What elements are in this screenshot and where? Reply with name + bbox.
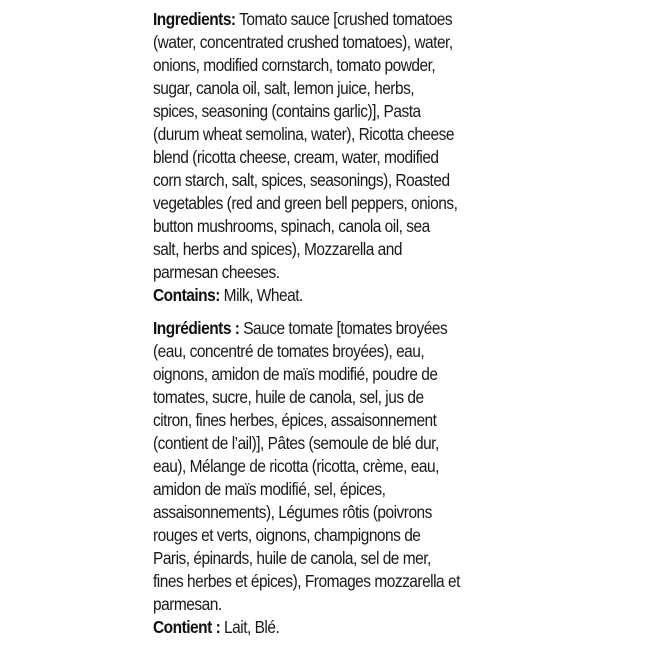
english-ingredients-section [153, 8, 513, 307]
english-ingredients-line: (durum wheat semolina, water), Ricotta cheese [153, 124, 454, 144]
english-ingredients-line: sugar, canola oil, salt, lemon juice, herbs, [153, 78, 415, 98]
english-ingredients-text: Tomato sauce [crushed tomatoes [235, 9, 453, 29]
french-ingredients-line: tomates, sucre, huile de canola, sel, jus de [153, 387, 424, 407]
french-ingredients-line: assaisonnements), Légumes rôtis (poivrons [153, 502, 432, 522]
english-ingredients-line: (water, concentrated crushed tomatoes), water, [153, 32, 453, 52]
french-ingredients-line: oignons, amidon de maïs modifié, poudre de [153, 364, 438, 384]
english-contains-line [153, 284, 477, 307]
french-ingredients-line: eau), Mélange de ricotta (ricotta, crème, eau, [153, 456, 439, 476]
english-ingredients-line: vegetables (red and green bell peppers, onions, [153, 193, 458, 213]
french-ingredients-line: citron, fines herbes, épices, assaisonnement [153, 410, 437, 430]
french-ingredients-section [153, 317, 513, 639]
french-ingredients-line: fines herbes et épices), Fromages mozzarella et [153, 571, 460, 591]
english-ingredients-line: spices, seasoning (contains garlic)], Pasta [153, 101, 421, 121]
english-ingredients-line: button mushrooms, spinach, canola oil, sea [153, 216, 430, 236]
french-ingredients-text: Sauce tomate [tomates broyées [239, 318, 448, 338]
french-ingredients-line: rouges et verts, oignons, champignons de [153, 525, 421, 545]
french-ingredients-heading: Ingrédients : [153, 318, 240, 338]
french-ingredients-line: (contient de l’ail)], Pâtes (semoule de blé dur, [153, 433, 439, 453]
english-ingredients-line: corn starch, salt, spices, seasonings), Roasted [153, 170, 450, 190]
english-ingredients-line [153, 8, 477, 31]
french-contains-heading: Contient : [153, 617, 221, 637]
english-ingredients-line: onions, modified cornstarch, tomato powder, [153, 55, 436, 75]
french-ingredients-line [153, 317, 477, 340]
french-contains-line [153, 616, 477, 639]
french-ingredients-line: parmesan. [153, 594, 222, 614]
english-ingredients-line: salt, herbs and spices), Mozzarella and [153, 239, 402, 259]
english-ingredients-heading: Ingredients: [153, 9, 236, 29]
french-ingredients-line: (eau, concentré de tomates broyées), eau, [153, 341, 425, 361]
english-ingredients-line: parmesan cheeses. [153, 262, 280, 282]
french-ingredients-line: amidon de maïs modifié, sel, épices, [153, 479, 386, 499]
english-contains-heading: Contains: [153, 285, 220, 305]
french-ingredients-line: Paris, épinards, huile de canola, sel de mer, [153, 548, 431, 568]
french-contains-value: Lait, Blé. [220, 617, 280, 637]
ingredients-label-panel [153, 8, 513, 639]
english-contains-value: Milk, Wheat. [219, 285, 303, 305]
english-ingredients-line: blend (ricotta cheese, cream, water, modified [153, 147, 439, 167]
